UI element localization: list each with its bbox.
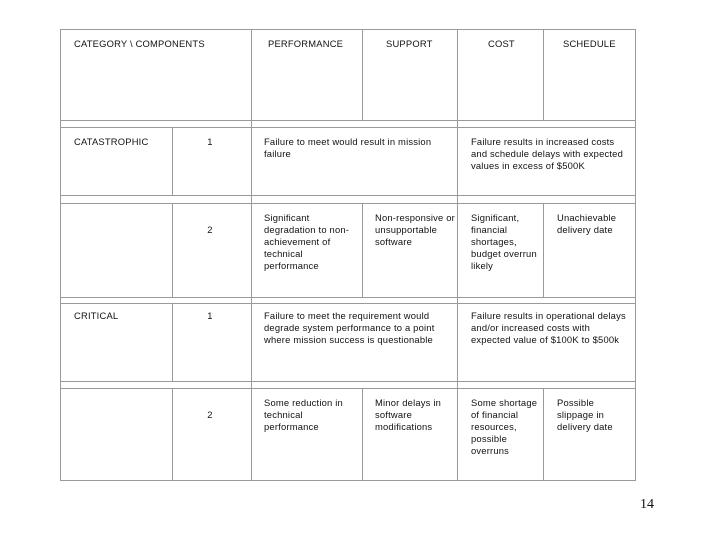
col-divider bbox=[457, 29, 458, 481]
cost-schedule-text: Failure results in increased costs and schedule delays with expected values in excess of $500K bbox=[471, 136, 624, 171]
header-schedule: SCHEDULE bbox=[563, 38, 616, 49]
level-number: 2 bbox=[207, 224, 213, 235]
performance-text: Some reduction in technical performance bbox=[264, 397, 343, 432]
row-divider bbox=[60, 381, 636, 382]
col-divider bbox=[251, 29, 252, 481]
performance-text: Significant degradation to non-achievement of technical performance bbox=[264, 212, 350, 271]
col-divider bbox=[172, 388, 173, 481]
table-border-right bbox=[635, 29, 636, 481]
cost-text: Some shortage of financial resources, possible overruns bbox=[471, 397, 538, 456]
col-divider bbox=[362, 388, 363, 481]
row-divider bbox=[60, 195, 636, 196]
row-divider bbox=[60, 303, 636, 304]
level-number: 1 bbox=[207, 310, 213, 321]
row-divider bbox=[60, 297, 636, 298]
col-divider bbox=[172, 127, 173, 196]
category-critical: CRITICAL bbox=[74, 310, 119, 321]
cost-schedule-text: Failure results in operational delays and/or increased costs with expected value of $100K to $500k bbox=[471, 310, 626, 345]
col-divider bbox=[362, 29, 363, 121]
support-text: Non-responsive or unsupportable software bbox=[375, 212, 455, 247]
schedule-text: Possible slippage in delivery date bbox=[557, 397, 613, 432]
header-cost: COST bbox=[488, 38, 515, 49]
cost-text: Significant, financial shortages, budget overrun likely bbox=[471, 212, 537, 271]
header-support: SUPPORT bbox=[386, 38, 433, 49]
table-border-bottom bbox=[60, 480, 636, 481]
schedule-text: Unachievable delivery date bbox=[557, 212, 617, 235]
row-divider bbox=[60, 388, 636, 389]
header-performance: PERFORMANCE bbox=[268, 38, 344, 49]
col-divider bbox=[543, 203, 544, 298]
level-number: 2 bbox=[207, 409, 213, 420]
row-divider bbox=[60, 203, 636, 204]
row-divider bbox=[60, 127, 636, 128]
performance-support-text: Failure to meet the requirement would degrade system performance to a point where mission success is questionable bbox=[264, 310, 435, 345]
col-divider bbox=[362, 203, 363, 298]
category-catastrophic: CATASTROPHIC bbox=[74, 136, 149, 147]
row-divider bbox=[60, 120, 636, 121]
col-divider bbox=[172, 303, 173, 382]
col-divider bbox=[543, 29, 544, 121]
performance-support-text: Failure to meet would result in mission failure bbox=[264, 136, 432, 159]
level-number: 1 bbox=[207, 136, 213, 147]
support-text: Minor delays in software modifications bbox=[375, 397, 442, 432]
page-number: 14 bbox=[640, 497, 654, 512]
table-border-left bbox=[60, 29, 61, 481]
col-divider bbox=[543, 388, 544, 481]
header-category-components: CATEGORY \ COMPONENTS bbox=[74, 38, 205, 49]
col-divider bbox=[172, 203, 173, 298]
table-border-top bbox=[60, 29, 636, 30]
